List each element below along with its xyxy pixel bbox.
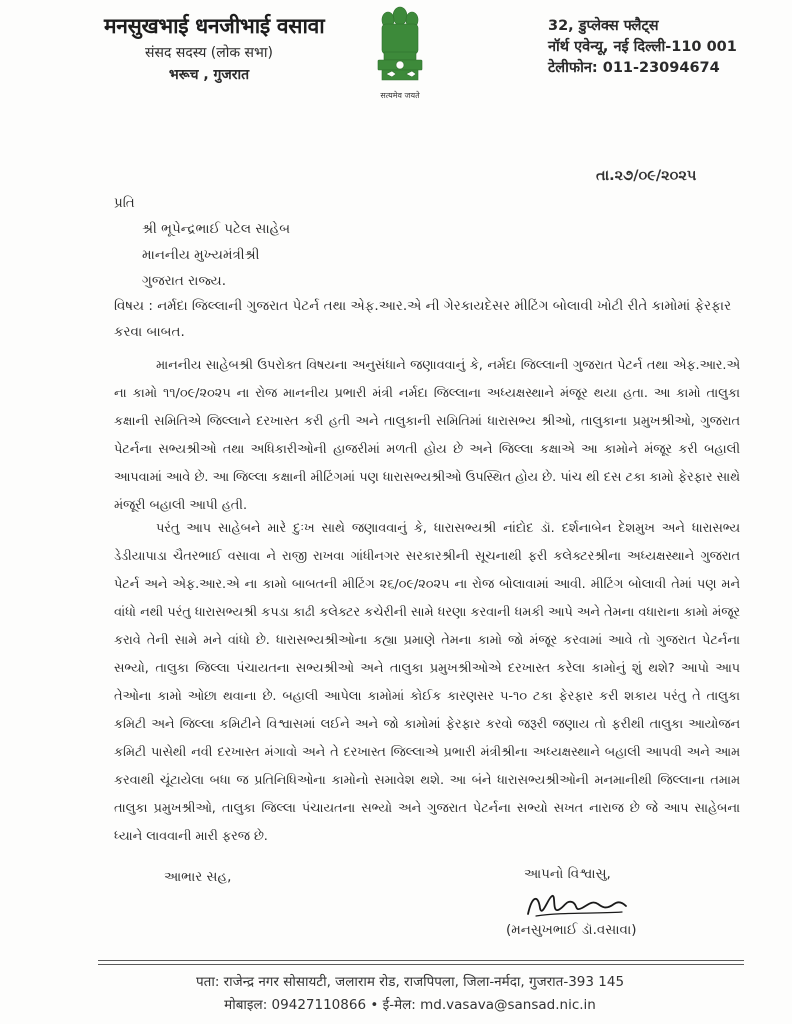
closing-thanks: આભાર સહ, — [164, 869, 232, 885]
recipient-state: ગુજરાત રાજ્ય. — [142, 273, 226, 289]
recipient-name: શ્રી ભૂપેન્દ્રભાઈ પટેલ સાહેબ — [142, 221, 291, 237]
recipient-block — [114, 190, 290, 294]
sender-place: भरूच , गुजरात — [168, 67, 250, 83]
letterhead-right — [548, 16, 778, 79]
emblem-motto: सत्यमेव जयते — [380, 91, 420, 100]
recipient-title: માનનીય મુખ્યમંત્રીશ્રી — [142, 247, 260, 263]
signer-name: (મનસુખભાઈ ડૉ.વસાવા) — [506, 922, 637, 938]
letter-date: તા.૨૭/૦૯/૨૦૨૫ — [596, 168, 697, 184]
footer-divider — [98, 960, 744, 961]
delhi-address-line1: 32, डुप्लेक्स फ्लैट्स — [548, 18, 659, 34]
delhi-address-line2: नॉर्थ एवेन्यू, नई दिल्ली-110 001 — [548, 39, 737, 55]
body-paragraph-1: માનનીય સાહેબશ્રી ઉપરોક્ત વિષયના અનુસંધાને જણાવવાનું કે, નર્મદા જિલ્લાની ગુજરાત પેટર્ન તથા એફ.આર.એ ના કામો ૧૧/૦૯/૨૦૨૫ ના રોજ માનનીય પ્રભારી મંત્રી નર્મદા જિલ્લાના અધ્યક્ષસ્થાને મંજૂર થયા હતા. આ કામો તાલુકા કક્ષાની સમિતિએ જિલ્લાને દરખાસ્ત કરી હતી અને તાલુકાની સમિતિમાં ધારાસભ્ય શ્રીઓ, તાલુકાના પ્રમુખશ્રીઓ, ગુજરાત પેટર્નના સભ્યશ્રીઓ તથા અધિકારીઓની હાજરીમાં મળતી હોય છે અને જિલ્લા કક્ષાએ આ કામોને મંજૂર કરી બહાલી આપવામાં આવે છે. આ જિલ્લા કક્ષાની મીટિંગમાં પણ ધારાસભ્યશ્રીઓ ઉપસ્થિત હોય છે. પાંચ થી દસ ટકા કામો ફેરફાર સાથે મંજૂરી બહાલી આપી હતી. — [114, 358, 740, 513]
telephone: टेलीफोन: 011-23094674 — [548, 60, 720, 76]
signature-icon — [522, 888, 632, 922]
footer-divider-thin — [98, 964, 744, 965]
footer-address: पता: राजेन्द्र नगर सोसायटी, जलाराम रोड, राजपिपला, जिला-नर्मदा, गुजरात-393 145 — [195, 974, 625, 990]
letter-subject: વિષય : નર્મદા જિલ્લાની ગુજરાત પેટર્ન તથા એફ.આર.એ ની ગેરકાયદેસર મીટિંગ બોલાવી ખોટી રીતે કામોમાં ફેરફાર કરવા બાબત. — [114, 298, 732, 340]
recipient-prati: પ્રતિ — [114, 195, 135, 211]
sender-role: संसद सदस्य (लोक सभा) — [145, 45, 273, 61]
footer-contact: मोबाइल: 09427110866 • ई-मेल: md.vasava@sansad.nic.in — [224, 997, 596, 1013]
body-paragraph-2: પરંતુ આપ સાહેબને મારે દુઃખ સાથે જણાવવાનું કે, ધારાસભ્યશ્રી નાંદોદ ડૉ. દર્શનાબેન દેશમુખ અને ધારાસભ્ય ડેડીયાપાડા ચૈતરભાઈ વસાવા ને રાજી રાખવા ગાંધીનગર સરકારશ્રીની સૂચનાથી ફરી કલેક્ટરશ્રીના અધ્યક્ષસ્થાને ગુજરાત પેટર્ન અને એફ.આર.એ ના કામો બાબતની મીટિંગ ૨૬/૦૯/૨૦૨૫ ના રોજ બોલાવામાં આવી. મીટિંગ બોલાવી તેમાં પણ મને વાંધો નથી પરંતુ ધારાસભ્યશ્રી કપડા કાઢી કલેક્ટર કચેરીની સામે ધરણા કરવાની ધમકી આપે અને તેમના વધારાના કામો મંજૂર કરાવે તેની સામે મને વાંધો છે. ધારાસભ્યશ્રીઓના કહ્યા પ્રમાણે તેમના કામો જો મંજૂર કરવામાં આવે તો ગુજરાત પેટર્નના સભ્યો, તાલુકા જિલ્લા પંચાયતના સભ્યશ્રીઓ અને તાલુકા પ્રમુખશ્રીઓએ દરખાસ્ત કરેલા કામોનું શું થશે? આપો આપ તેઓના કામો ઓછા થવાના છે. બહાલી આપેલા કામોમાં કોઈક કારણસર ૫-૧૦ ટકા ફેરફાર કરી શકાય પરંતુ તે તાલુકા કમિટી અને જિલ્લા કમિટીને વિશ્વાસમાં લઈને અને જો કામોમાં ફેરફાર કરવો જરૂરી જણાય તો ફરીથી તાલુકા આયોજન કમિટી પાસેથી નવી દરખાસ્ત મંગાવો અને તે દરખાસ્ત જિલ્લાએ પ્રભારી મંત્રીશ્રીના અધ્યક્ષસ્થાને બહાલી આપવી અને આમ કરવાથી ચૂંટાયેલા બધા જ પ્રતિનિધિઓના કામોનો સમાવેશ થશે. આ બંને ધારાસભ્યશ્રીઓની મનમાનીથી જિલ્લાના તમામ તાલુકા પ્રમુખશ્રીઓ, તાલુકા જિલ્લા પંચાયતના સભ્યો અને ગુજરાત પેટર્નના સભ્યો સખત નારાજ છે જે આપ સાહેબના ધ્યાને લાવવાની મારી ફરજ છે. — [114, 521, 740, 844]
closing-yours: આપનો વિશ્વાસુ, — [524, 866, 611, 882]
letterhead-left — [104, 12, 325, 84]
sender-name: मनसुखभाई धनजीभाई वसावा — [104, 14, 325, 38]
